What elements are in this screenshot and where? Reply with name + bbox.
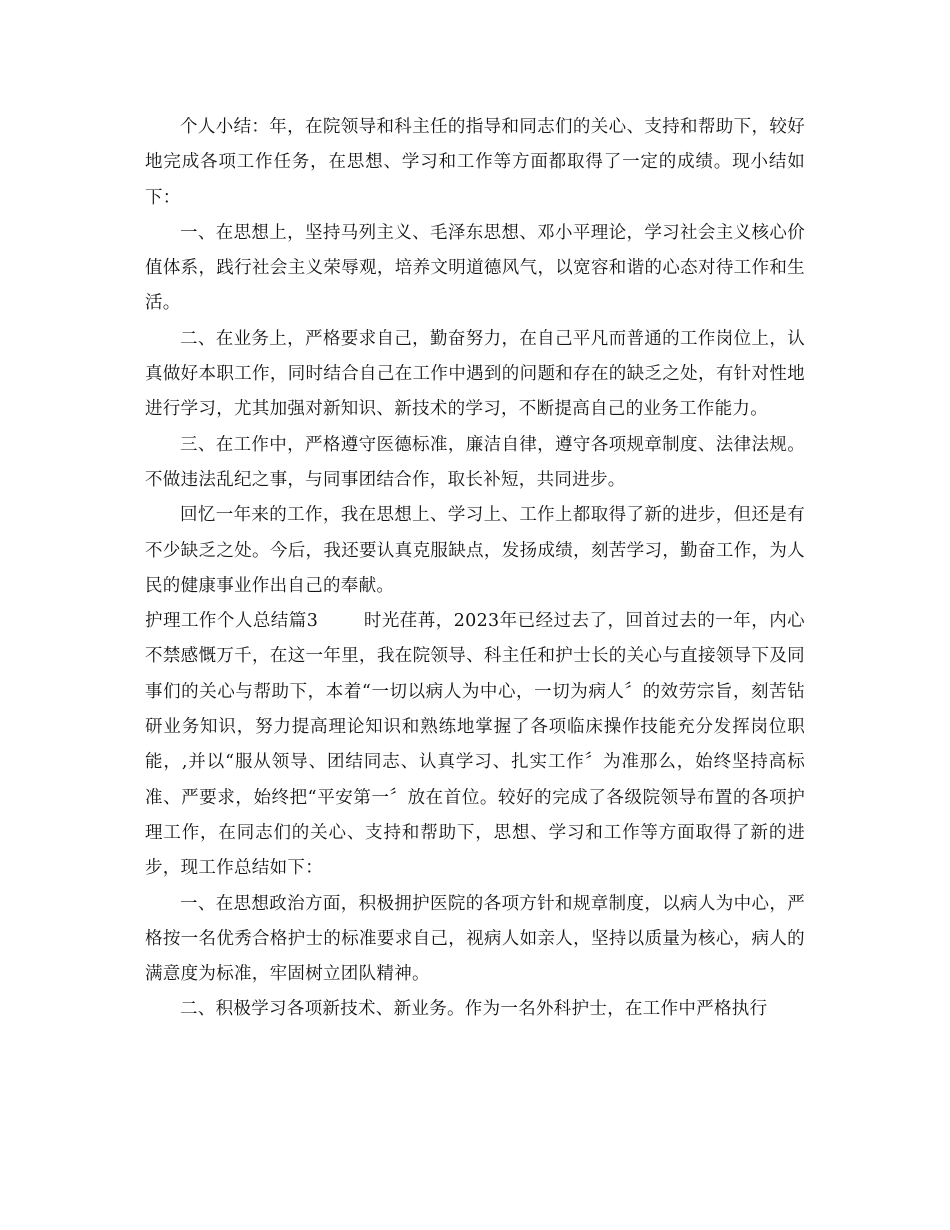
paragraph-ideology: 一、在思想上，坚持马列主义、毛泽东思想、邓小平理论，学习社会主义核心价值体系，践行社会主义荣辱观，培养文明道德风气，以宽容和谐的心态对待工作和生活。 <box>145 222 805 314</box>
section-paragraph <box>145 604 805 886</box>
paragraph-political: 一、在思想政治方面，积极拥护医院的各项方针和规章制度，以病人为中心，严格按一名优秀合格护士的标准要求自己，视病人如亲人，坚持以质量为核心，病人的满意度为标准，牢固树立团队精神。 <box>145 893 805 985</box>
paragraph-summary-intro: 个人小结：年，在院领导和科主任的指导和同志们的关心、支持和帮助下，较好地完成各项工作任务，在思想、学习和工作等方面都取得了一定的成绩。现小结如下： <box>145 117 805 208</box>
paragraph-new-tech: 二、积极学习各项新技术、新业务。作为一名外科护士，在工作中严格执行 <box>180 999 768 1020</box>
section-body: 时光荏苒，2023年已经过去了，回首过去的一年，内心不禁感慨万千，在这一年里，我在院领导、科主任和护士长的关心与直接领导下及同事们的关心与帮助下，本着“一切以病人为中心，一切为病人〞的效劳宗旨，刻苦钻研业务知识，努力提高理论知识和熟练地掌握了各项临床操作技能充分发挥岗位职能，,并以“服从领导、团结同志、认真学习、扎实工作〞为准那么，始终坚持高标准、严要求，始终把“平安第一〞放在首位。较好的完成了各级院领导布置的各项护理工作，在同志们的关心、支持和帮助下，思想、学习和工作等方面取得了新的进步，现工作总结如下： <box>145 611 805 879</box>
paragraph-reflection: 回忆一年来的工作，我在思想上、学习上、工作上都取得了新的进步，但还是有不少缺乏之处。今后，我还要认真克服缺点，发扬成绩，刻苦学习，勤奋工作，为人民的健康事业作出自己的奉献。 <box>145 505 805 596</box>
section-heading: 护理工作个人总结篇3 <box>145 611 319 632</box>
paragraph-business: 二、在业务上，严格要求自己，勤奋努力，在自己平凡而普通的工作岗位上，认真做好本职工作，同时结合自己在工作中遇到的问题和存在的缺乏之处，有针对性地进行学习，尤其加强对新知识、新技术的学习，不断提高自己的业务工作能力。 <box>145 328 805 420</box>
document-body <box>145 110 805 1028</box>
paragraph-work-discipline: 三、在工作中，严格遵守医德标准，廉洁自律，遵守各项规章制度、法律法规。不做违法乱纪之事，与同事团结合作，取长补短，共同进步。 <box>145 434 805 490</box>
